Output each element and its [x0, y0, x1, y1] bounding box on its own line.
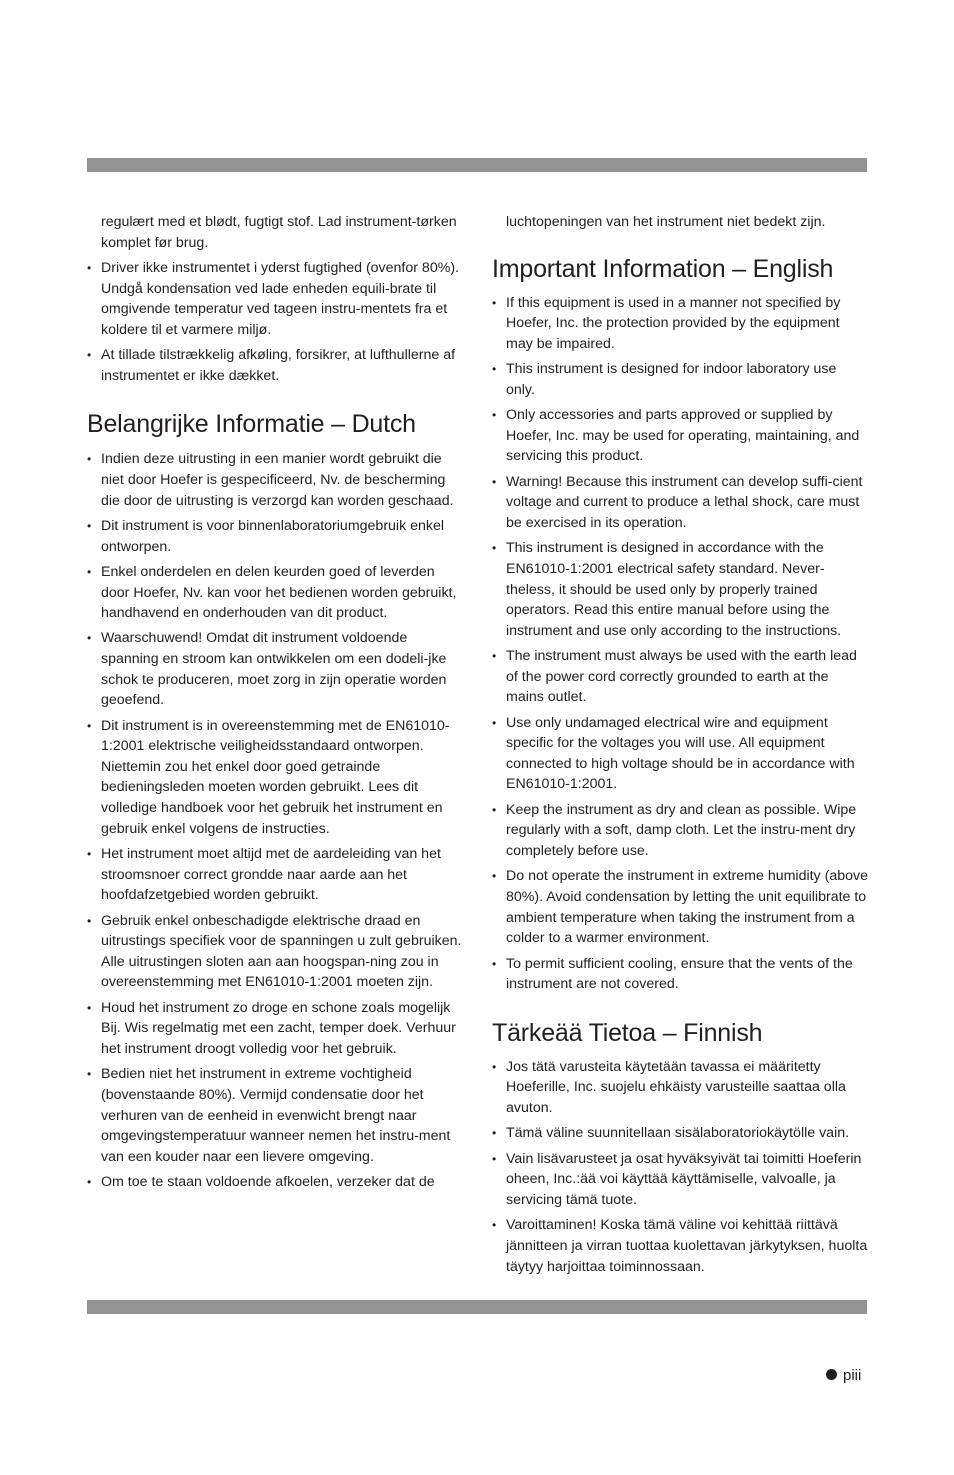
list-item — [492, 646, 868, 708]
bullet-icon: • — [87, 847, 92, 862]
list-item-text: This instrument is designed in accordance with the EN61010-1:2001 electrical safety standard. Never-theless, it should be used only by properly trained operators. Read this entire manual before using the instrument and use only according to the instructions. — [506, 540, 842, 639]
list-item — [492, 954, 868, 995]
bullet-icon: • — [492, 541, 497, 556]
dutch-heading: Belangrijke Informatie – Dutch — [87, 410, 416, 439]
list-item-text: Houd het instrument zo droge en schone zoals mogelijk Bij. Wis regelmatig met een zacht, temper doek. Verhuur het instrument droogt volledig voor het gebruik. — [101, 999, 456, 1057]
list-item — [492, 472, 868, 534]
bullet-icon: • — [87, 452, 92, 467]
list-item-text: Bedien niet het instrument in extreme vochtigheid (bovenstaande 80%). Vermijd condensatie door het verhuren van de eenheid in evenwicht brengt naar omgevingstemperatuur wanneer nemen het instru-ment van een kouder naar een lievere omgeving. — [101, 1066, 451, 1165]
list-item-text: Keep the instrument as dry and clean as possible. Wipe regularly with a soft, damp cloth. Let the instru-ment dry completely before use. — [506, 801, 857, 860]
bullet-icon: • — [492, 295, 497, 310]
list-item — [492, 1123, 868, 1144]
bullet-icon: • — [87, 631, 92, 646]
continuation-text: regulært med et blødt, fugtigt stof. Lad instrument-tørken komplet før brug. — [101, 214, 457, 251]
bullet-icon: • — [492, 408, 497, 423]
list-item — [492, 538, 868, 641]
finnish-list — [492, 1057, 868, 1277]
bullet-icon: • — [87, 260, 92, 275]
list-item — [87, 258, 463, 340]
list-item-text: Warning! Because this instrument can develop suffi-cient voltage and current to produce a lethal shock, care must be exercised in its operation. — [506, 473, 863, 531]
dutch-list — [87, 449, 463, 1192]
list-item-text: To permit sufficient cooling, ensure that the vents of the instrument are not covered. — [506, 955, 853, 993]
continuation-text: luchtopeningen van het instrument niet bedekt zijn. — [506, 214, 826, 230]
bullet-icon: • — [87, 718, 92, 733]
list-item-text: Only accessories and parts approved or supplied by Hoefer, Inc. may be used for operating, maintaining, and servicing this product. — [506, 407, 860, 465]
list-item-text: Om toe te staan voldoende afkoelen, verzeker dat de — [101, 1174, 435, 1191]
list-item-text: Vain lisävarusteet ja osat hyväksyivät tai toimitti Hoeferin oheen, Inc.:ää voi käyttää käyttämiselle, valvoalle, ja servicing tämä tuote. — [506, 1150, 862, 1208]
list-item — [87, 716, 463, 840]
list-item-text: At tillade tilstrækkelig afkøling, forsikrer, at lufthullerne af instrumentet er ikke dækket. — [101, 347, 456, 384]
list-item-text: Het instrument moet altijd met de aardeleiding van het stroomsnoer correct grondde naar aarde aan het hoofdafzetgebied worden gebruikt. — [101, 846, 441, 904]
list-item-text: Do not operate the instrument in extreme humidity (above 80%). Avoid condensation by letting the unit equilibrate to ambient temperature when taking the instrument from a colder to a warmer environment. — [506, 868, 868, 947]
list-item — [492, 1215, 868, 1277]
finnish-heading: Tärkeää Tietoa – Finnish — [492, 1018, 763, 1047]
bullet-icon: • — [492, 802, 497, 817]
list-item-text: Waarschuwend! Omdat dit instrument voldoende spanning en stroom kan ontwikkelen om een dodeli-jke schok te produceren, moet zorg in zijn operatie worden geoefend. — [101, 630, 447, 709]
list-item — [492, 359, 868, 400]
bullet-icon: • — [87, 1175, 92, 1190]
list-item-text: Varoittaminen! Koska tämä väline voi kehittää riittävä jännitteen ja virran tuottaa kuolettavan järkytyksen, huolta täytyy harjoittaa toiminnossaan. — [506, 1217, 868, 1275]
list-item-text: Jos tätä varusteita käytetään tavassa ei määritetty Hoeferille, Inc. suojelu ehkäisty varusteille saattaa olla avuton. — [506, 1058, 846, 1116]
list-item — [492, 1057, 868, 1119]
bullet-icon: • — [492, 1126, 497, 1141]
list-item-text: Tämä väline suunnitellaan sisälaboratoriokäytölle vain. — [506, 1125, 850, 1142]
list-item — [87, 998, 463, 1060]
list-item — [492, 293, 868, 355]
bullet-icon: • — [87, 1000, 92, 1015]
list-item — [492, 405, 868, 467]
list-item-text: Enkel onderdelen en delen keurden goed of leverden door Hoefer, Nv. kan voor het bedienen worden gebruikt, handhavend en onderhouden van dit product. — [101, 563, 457, 622]
list-item-text: If this equipment is used in a manner not specified by Hoefer, Inc. the protection provided by the equipment may be impaired. — [506, 294, 841, 352]
list-item — [87, 449, 463, 511]
list-item — [87, 345, 463, 386]
bullet-dot-icon — [826, 1369, 837, 1380]
top-rule — [87, 158, 867, 172]
page-number-label: piii — [843, 1367, 862, 1384]
bullet-icon: • — [492, 649, 497, 664]
danish-tail-list — [87, 258, 463, 386]
list-item — [492, 1149, 868, 1211]
bottom-rule — [87, 1300, 867, 1314]
bullet-icon: • — [492, 474, 497, 489]
bullet-icon: • — [492, 1218, 497, 1233]
bullet-icon: • — [492, 869, 497, 884]
page-number — [826, 1367, 861, 1384]
list-item-text: Indien deze uitrusting in een manier wordt gebruikt die niet door Hoefer is gespecificeerd, Nv. de bescherming die door de uitrusting is verzorgd kan worden geschaad. — [101, 451, 454, 509]
bullet-icon: • — [492, 362, 497, 377]
english-list — [492, 293, 868, 995]
right-column — [492, 212, 868, 1282]
list-item — [87, 516, 463, 557]
list-item-text: Use only undamaged electrical wire and equipment specific for the voltages you will use. All equipment connected to high voltage should be in accordance with EN61010-1:2001. — [506, 714, 855, 793]
bullet-icon: • — [492, 1151, 497, 1166]
list-item — [87, 1172, 463, 1193]
list-item-text: Gebruik enkel onbeschadigde elektrische draad en uitrustings specifiek voor de spanningen u zult gebruiken. Alle uitrustingen sloten aan aan hoogspan-ning zou in overeenstemming met EN61010-1:2001 moeten zijn. — [101, 912, 462, 991]
bullet-icon: • — [87, 913, 92, 928]
list-item-text: Dit instrument is voor binnenlaboratoriumgebruik enkel ontworpen. — [101, 517, 445, 555]
bullet-icon: • — [87, 564, 92, 579]
list-item — [492, 713, 868, 795]
list-item — [87, 844, 463, 906]
list-item — [87, 1064, 463, 1167]
english-heading: Important Information – English — [492, 254, 834, 283]
list-item — [87, 562, 463, 624]
list-item — [87, 911, 463, 993]
list-item-text: This instrument is designed for indoor laboratory use only. — [506, 361, 837, 398]
left-column — [87, 212, 463, 1198]
bullet-icon: • — [87, 1067, 92, 1082]
bullet-icon: • — [492, 715, 497, 730]
list-item-text: Dit instrument is in overeenstemming met de EN61010-1:2001 elektrische veiligheidsstandaard ontworpen. Niettemin zou het enkel door goed getrainde bedieningsleden moeten worden gebruikt. Lees dit volledige handboek voor het gebruik het instrument en gebruik enkel volgens de instructies. — [101, 717, 450, 837]
list-item — [87, 628, 463, 710]
bullet-icon: • — [492, 1059, 497, 1074]
list-item — [492, 866, 868, 948]
list-item-text: The instrument must always be used with the earth lead of the power cord correctly grounded to earth at the mains outlet. — [506, 648, 857, 706]
bullet-icon: • — [87, 348, 92, 363]
bullet-icon: • — [87, 518, 92, 533]
list-item — [492, 800, 868, 862]
list-item-text: Driver ikke instrumentet i yderst fugtighed (ovenfor 80%). Undgå kondensation ved lade enheden equili-brate til omgivende temperatur ved tageen instru-mentets fra et koldere til et varmere miljø. — [101, 259, 459, 338]
bullet-icon: • — [492, 956, 497, 971]
